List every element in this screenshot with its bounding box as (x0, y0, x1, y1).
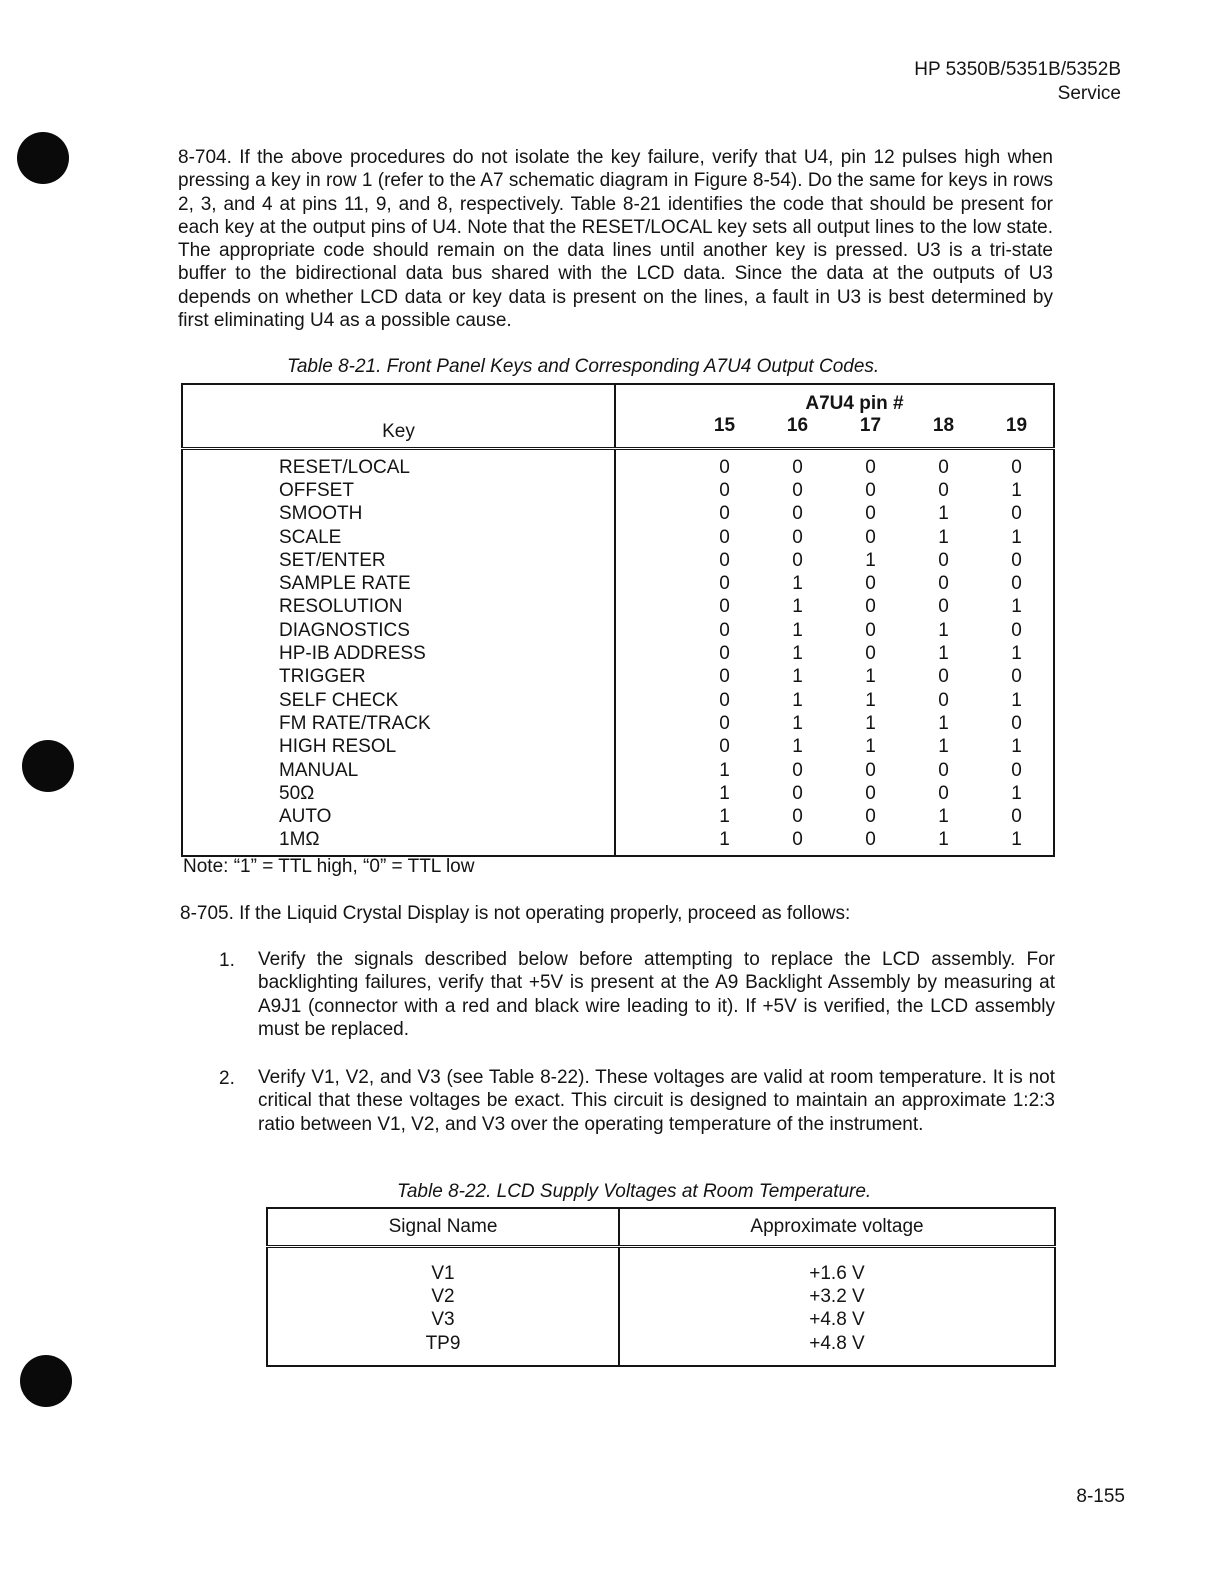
table-spacer-row (267, 1355, 1055, 1366)
table-row (267, 1285, 1055, 1308)
table-row (182, 479, 1054, 502)
code-cell-pin-15: 0 (719, 596, 730, 618)
code-cell-pin-17: 0 (865, 619, 876, 641)
code-cell-pin-18: 1 (938, 503, 949, 525)
pin-header-19: 19 (1005, 415, 1028, 436)
code-cell-pin-17: 0 (865, 479, 876, 501)
code-cell-pin-16: 0 (792, 479, 803, 501)
table-row (182, 503, 1054, 526)
code-cell-pin-19: 1 (1011, 782, 1022, 804)
key-name-cell: 50Ω (182, 782, 615, 805)
code-cell-pin-16: 1 (792, 666, 803, 688)
code-cells (615, 689, 1054, 712)
table-row (182, 596, 1054, 619)
key-name-cell: MANUAL (182, 759, 615, 782)
step-2-number: 2. (219, 1068, 235, 1089)
step-1-text: Verify the signals described below before attempting to replace the LCD assembly. For backlighting failures, verify that +5V is present at the A9 Backlight Assembly by measuring at A9J1 (connector with a red and black wire leading to it). If +5V is verified, the LCD assembly must be replaced. (258, 949, 1055, 1040)
table-8-21 (181, 383, 1055, 857)
code-cell-pin-19: 0 (1011, 759, 1022, 781)
code-cells (615, 596, 1054, 619)
code-cell-pin-16: 0 (792, 806, 803, 828)
code-cell-pin-16: 1 (792, 712, 803, 734)
code-cell-pin-18: 0 (938, 573, 949, 595)
code-cells (615, 549, 1054, 572)
table-header-row (182, 384, 1054, 449)
code-cell-pin-17: 1 (865, 666, 876, 688)
code-cell-pin-19: 0 (1011, 456, 1022, 478)
paragraph-8-705: 8-705. If the Liquid Crystal Display is not operating properly, proceed as follows: (180, 903, 851, 924)
code-cells (615, 526, 1054, 549)
code-cell-pin-15: 0 (719, 689, 730, 711)
page-number: 8-155 (1076, 1486, 1125, 1507)
table-row (182, 619, 1054, 642)
code-cell-pin-17: 1 (865, 689, 876, 711)
code-cell-pin-15: 0 (719, 549, 730, 571)
key-name-cell: DIAGNOSTICS (182, 619, 615, 642)
code-cell-pin-16: 0 (792, 829, 803, 851)
approximate-voltage-header: Approximate voltage (619, 1208, 1055, 1247)
code-cell-pin-16: 0 (792, 759, 803, 781)
header-model: HP 5350B/5351B/5352B (914, 59, 1121, 80)
code-cell-pin-19: 0 (1011, 666, 1022, 688)
code-cell-pin-17: 0 (865, 456, 876, 478)
table-note: Note: “1” = TTL high, “0” = TTL low (183, 856, 475, 877)
table-8-21-caption: Table 8-21. Front Panel Keys and Corresponding A7U4 Output Codes. (287, 356, 880, 377)
code-cell-pin-16: 0 (792, 456, 803, 478)
code-cell-pin-18: 1 (938, 526, 949, 548)
voltage-cell: +4.8 V (809, 1332, 865, 1354)
code-cell-pin-19: 0 (1011, 503, 1022, 525)
code-cell-pin-19: 1 (1011, 829, 1022, 851)
table-row (267, 1309, 1055, 1332)
table-row (182, 572, 1054, 595)
code-cell-pin-15: 0 (719, 573, 730, 595)
code-cell-pin-18: 0 (938, 689, 949, 711)
code-cell-pin-16: 1 (792, 643, 803, 665)
binder-hole-bottom (20, 1355, 72, 1407)
signal-name-header: Signal Name (267, 1208, 619, 1247)
code-cells (615, 572, 1054, 595)
table-8-22-caption: Table 8-22. LCD Supply Voltages at Room Temperature. (397, 1181, 872, 1202)
pin-header-group (615, 384, 1054, 449)
code-cell-pin-18: 0 (938, 666, 949, 688)
table-row (182, 456, 1054, 479)
code-cell-pin-17: 0 (865, 829, 876, 851)
code-cell-pin-19: 0 (1011, 712, 1022, 734)
paragraph-8-704: 8-704. If the above procedures do not isolate the key failure, verify that U4, pin 12 pulses high when pressing a key in row 1 (refer to the A7 schematic diagram in Figure 8-54). Do the same for keys in rows 2, 3, and 4 at pins 11, 9, and 8, respectively. Table 8-21 identifies the code that should be present for each key at the output pins of U4. Note that the RESET/LOCAL key sets all output lines to the low state. The appropriate code should remain on the data lines until another key is pressed. U3 is a tri-state buffer to the bidirectional data bus shared with the LCD data. Since the data at the outputs of U3 depends on whether LCD data or key data is present on the lines, a fault in U3 is best determined by first eliminating U4 as a possible cause. (178, 147, 1053, 332)
key-name-cell: RESET/LOCAL (182, 456, 615, 479)
code-cell-pin-19: 1 (1011, 689, 1022, 711)
key-name-cell: TRIGGER (182, 666, 615, 689)
code-cell-pin-15: 0 (719, 526, 730, 548)
table-row (182, 712, 1054, 735)
table-row (182, 666, 1054, 689)
code-cell-pin-16: 1 (792, 596, 803, 618)
code-cell-pin-19: 0 (1011, 573, 1022, 595)
table-row (267, 1332, 1055, 1355)
signal-name-cell: V1 (267, 1262, 619, 1285)
key-name-cell: SAMPLE RATE (182, 572, 615, 595)
code-cell-pin-18: 0 (938, 456, 949, 478)
code-cell-pin-16: 1 (792, 619, 803, 641)
code-cell-pin-16: 1 (792, 689, 803, 711)
table-spacer-row (267, 1247, 1055, 1263)
code-cell-pin-18: 1 (938, 829, 949, 851)
table-row (182, 549, 1054, 572)
key-name-cell: HP-IB ADDRESS (182, 642, 615, 665)
table-row (182, 689, 1054, 712)
code-cells (615, 479, 1054, 502)
pin-headers (616, 415, 1053, 441)
key-name-cell: SCALE (182, 526, 615, 549)
table-row (182, 782, 1054, 805)
code-cell-pin-18: 1 (938, 619, 949, 641)
code-cells (615, 642, 1054, 665)
code-cell-pin-19: 1 (1011, 596, 1022, 618)
key-name-cell: AUTO (182, 805, 615, 828)
code-cell-pin-19: 1 (1011, 479, 1022, 501)
code-cell-pin-16: 0 (792, 503, 803, 525)
code-cells (615, 782, 1054, 805)
code-cell-pin-15: 0 (719, 736, 730, 758)
key-name-cell: SELF CHECK (182, 689, 615, 712)
signal-name-cell: TP9 (267, 1332, 619, 1355)
key-name-cell: SMOOTH (182, 503, 615, 526)
code-cell-pin-19: 0 (1011, 619, 1022, 641)
key-name-cell: OFFSET (182, 479, 615, 502)
code-cell-pin-18: 0 (938, 596, 949, 618)
code-cell-pin-19: 1 (1011, 736, 1022, 758)
code-cell-pin-18: 1 (938, 736, 949, 758)
table-8-21-body (182, 456, 1054, 852)
code-cell-pin-18: 0 (938, 782, 949, 804)
binder-hole-middle (22, 740, 74, 792)
code-cells (615, 829, 1054, 852)
table-8-22 (266, 1207, 1056, 1367)
voltage-cell: +4.8 V (809, 1309, 865, 1331)
code-cells (615, 712, 1054, 735)
step-2-text: Verify V1, V2, and V3 (see Table 8-22). These voltages are valid at room temperature. It is not critical that these voltages be exact. This circuit is designed to maintain an approximate 1:2:3 ratio between V1, V2, and V3 over the operating temperature of the instrument. (258, 1067, 1055, 1135)
table-row (182, 805, 1054, 828)
code-cell-pin-15: 0 (719, 666, 730, 688)
code-cell-pin-19: 1 (1011, 526, 1022, 548)
voltage-cell: +3.2 V (809, 1285, 865, 1307)
code-cell-pin-15: 1 (719, 782, 730, 804)
code-cells (615, 805, 1054, 828)
key-name-cell: FM RATE/TRACK (182, 712, 615, 735)
code-cells (615, 456, 1054, 479)
code-cell-pin-17: 0 (865, 526, 876, 548)
code-cell-pin-17: 0 (865, 573, 876, 595)
code-cell-pin-15: 0 (719, 643, 730, 665)
table-row (182, 642, 1054, 665)
pin-header-15: 15 (713, 415, 736, 436)
table-row (267, 1262, 1055, 1285)
pin-header-16: 16 (786, 415, 809, 436)
code-cell-pin-16: 1 (792, 736, 803, 758)
code-cell-pin-17: 0 (865, 806, 876, 828)
code-cell-pin-16: 0 (792, 549, 803, 571)
code-cell-pin-15: 1 (719, 759, 730, 781)
code-cell-pin-17: 1 (865, 549, 876, 571)
table-8-22-body (267, 1262, 1055, 1355)
page-header (914, 58, 1121, 106)
key-name-cell: HIGH RESOL (182, 736, 615, 759)
pin-group-header: A7U4 pin # (805, 393, 904, 414)
code-cell-pin-16: 1 (792, 573, 803, 595)
code-cell-pin-16: 0 (792, 526, 803, 548)
code-cell-pin-18: 1 (938, 643, 949, 665)
code-cells (615, 666, 1054, 689)
step-1-number: 1. (219, 950, 235, 971)
key-column-header: Key (182, 384, 615, 449)
code-cell-pin-15: 0 (719, 456, 730, 478)
code-cell-pin-17: 0 (865, 782, 876, 804)
key-name-cell: RESOLUTION (182, 596, 615, 619)
table-spacer-row (182, 449, 1054, 457)
signal-name-cell: V3 (267, 1309, 619, 1332)
signal-name-cell: V2 (267, 1285, 619, 1308)
code-cell-pin-15: 0 (719, 619, 730, 641)
code-cells (615, 759, 1054, 782)
code-cell-pin-17: 0 (865, 503, 876, 525)
binder-hole-top (17, 132, 69, 184)
code-cell-pin-15: 0 (719, 479, 730, 501)
table-row (182, 759, 1054, 782)
code-cells (615, 619, 1054, 642)
code-cell-pin-18: 1 (938, 712, 949, 734)
code-cell-pin-17: 0 (865, 759, 876, 781)
code-cell-pin-15: 1 (719, 806, 730, 828)
code-cell-pin-17: 1 (865, 736, 876, 758)
code-cell-pin-17: 1 (865, 712, 876, 734)
code-cell-pin-16: 0 (792, 782, 803, 804)
code-cell-pin-19: 1 (1011, 643, 1022, 665)
code-cell-pin-18: 0 (938, 759, 949, 781)
code-cells (615, 503, 1054, 526)
code-cell-pin-15: 0 (719, 712, 730, 734)
code-cell-pin-19: 0 (1011, 806, 1022, 828)
key-name-cell: 1MΩ (182, 829, 615, 852)
code-cells (615, 736, 1054, 759)
table-row (182, 736, 1054, 759)
header-section: Service (1057, 83, 1121, 104)
code-cell-pin-18: 1 (938, 806, 949, 828)
code-cell-pin-15: 0 (719, 503, 730, 525)
code-cell-pin-17: 0 (865, 596, 876, 618)
code-cell-pin-17: 0 (865, 643, 876, 665)
code-cell-pin-18: 0 (938, 549, 949, 571)
table-row (182, 829, 1054, 852)
voltage-cell: +1.6 V (809, 1262, 865, 1284)
key-name-cell: SET/ENTER (182, 549, 615, 572)
pin-header-18: 18 (932, 415, 955, 436)
table-header-row (267, 1208, 1055, 1247)
code-cell-pin-15: 1 (719, 829, 730, 851)
table-row (182, 526, 1054, 549)
code-cell-pin-19: 0 (1011, 549, 1022, 571)
code-cell-pin-18: 0 (938, 479, 949, 501)
pin-header-17: 17 (859, 415, 882, 436)
